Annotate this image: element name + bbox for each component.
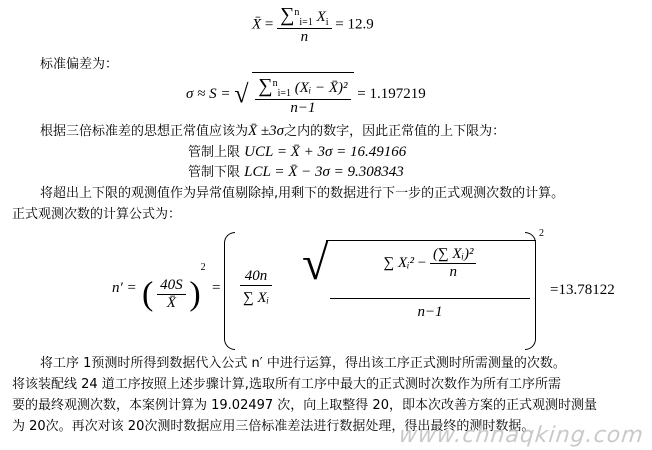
std-lhs: σ ≈ S = [186, 85, 231, 102]
lcl-line: 管制下限 LCL = X̄ − 3σ = 9.308343 [188, 164, 404, 180]
watermark-text: www.chnaqking.com [397, 423, 646, 448]
text-three-sigma: 根据三倍标准差的思想正常值应该为X̄ ±3σ之内的数字，因此正常值的上下限为： [40, 123, 506, 139]
mean-result: = 12.9 [335, 16, 374, 33]
para-last-3: 要的最终观测次数，本案例计算为 19.02497 次，向上取整得 20，即本次改善方案的正式观测时测量 [12, 398, 597, 413]
std-root: $\frac{\sum^n_{i=1} (Xᵢ - X̄)^2}{n-1}$ [252, 72, 353, 117]
para-outlier: 将超出上下限的观测值作为异常值剔除掉,用剩下的数据进行下一步的正式观测次数的计算。 [40, 186, 565, 201]
para-last-1: 将工序 1预测时所得到数据代入公式 n′ 中进行运算，得出该工序正式测时所需测量的次数。 [40, 356, 566, 371]
mean-eq: = [264, 16, 274, 33]
para-formula-intro: 正式观测次数的计算公式为： [12, 207, 182, 222]
para-last-2: 将该装配线 24 道工序按照上述步骤计算,选取所有工序中最大的正式测时次数作为所有工序所需 [12, 377, 561, 392]
formula-std: σ ≈ S = √ $\frac{\sum^n_{i=1} (Xᵢ - X̄)^2}{n-1}$ = 1.197219 [186, 72, 426, 117]
std-result: = 1.197219 [357, 85, 426, 102]
ucl-line: 管制上限 UCL = X̄ + 3σ = 16.49166 [188, 144, 407, 160]
formula-mean [252, 4, 374, 46]
mean-lhs: X̄ [252, 16, 262, 33]
mean-fraction: $\frac{\sum^n_{i=1} X_i}{n}$ [277, 4, 331, 46]
para-last-4: 为 20次。再次对该 20次测时数据应用三倍标准差法进行数据处理，得出最终的测时数据。 [12, 419, 535, 434]
label-std: 标准偏差为： [40, 57, 119, 72]
